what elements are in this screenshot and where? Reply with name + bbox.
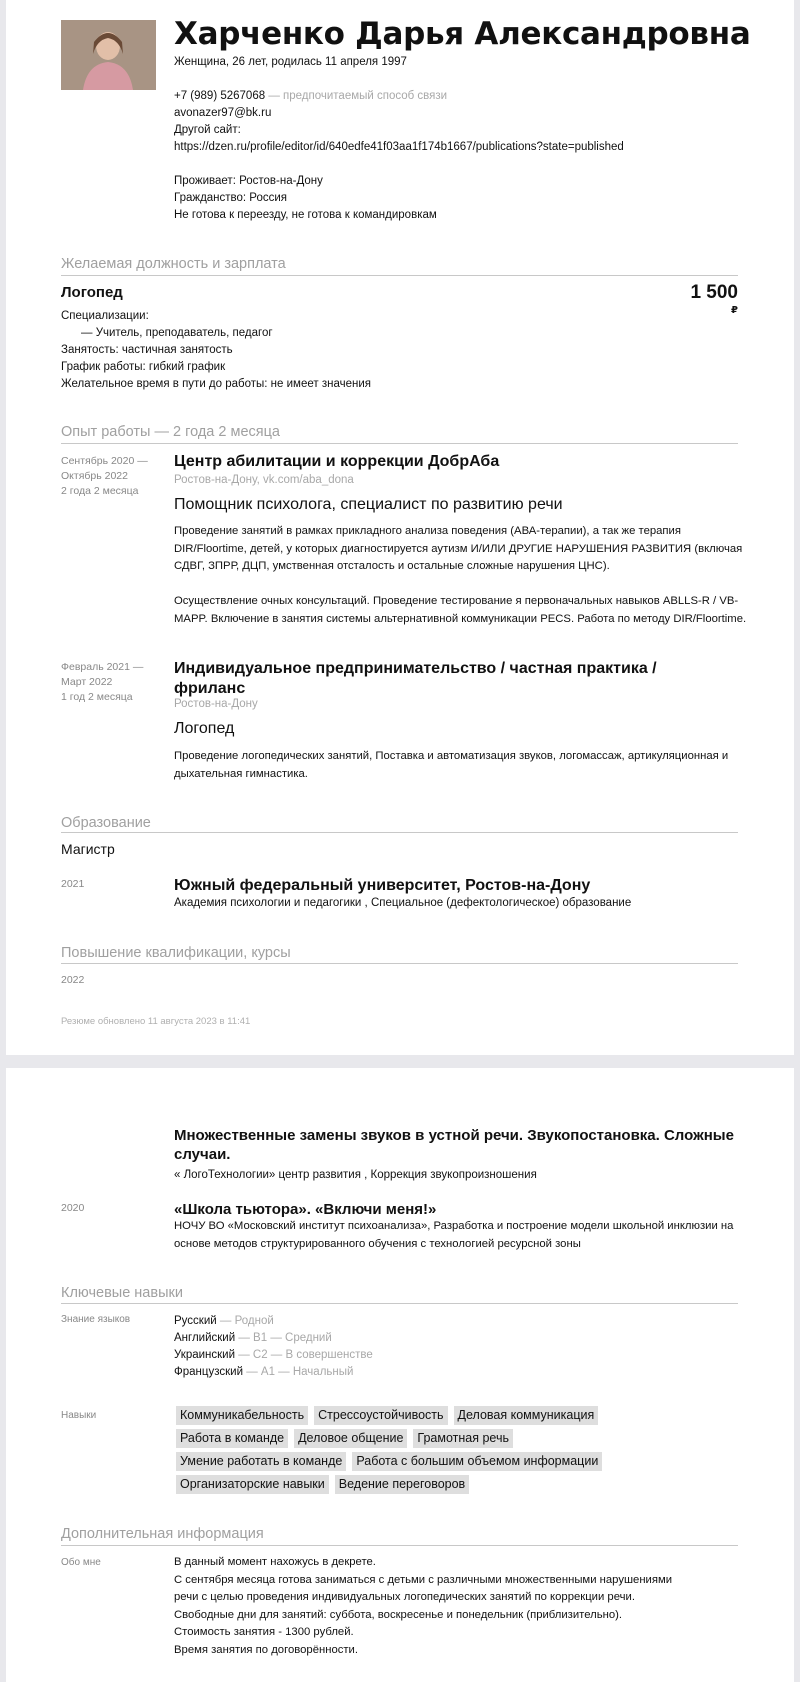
spec-label: Специализации: xyxy=(61,310,149,322)
language-item xyxy=(174,1330,373,1347)
job-position: Логопед xyxy=(174,720,235,737)
relocation: Не готова к переезду, не готова к командировкам xyxy=(174,209,437,221)
language-item xyxy=(174,1364,373,1381)
language-name: Французский xyxy=(174,1366,243,1378)
job-period xyxy=(61,660,143,705)
language-item xyxy=(174,1347,373,1364)
course-org: НОЧУ ВО «Московский институт психоанализа», Разработка и построение модели школьной инклюзии на основе методов структурированного обучения с технологией ресурсной зоны xyxy=(174,1220,734,1250)
other-site-link[interactable]: https://dzen.ru/profile/editor/id/640edfe41f03aa1f174b1667/publications?state=published xyxy=(174,141,624,153)
divider xyxy=(61,832,738,833)
about-line: В данный момент нахожусь в декрете. xyxy=(174,1556,376,1568)
languages-list xyxy=(174,1313,373,1381)
skill-tag: Деловая коммуникация xyxy=(454,1406,599,1425)
candidate-subtitle: Женщина, 26 лет, родилась 11 апреля 1997 xyxy=(174,56,407,68)
salary: 1 500 xyxy=(690,282,738,303)
job-period xyxy=(61,454,148,499)
skill-tag: Умение работать в команде xyxy=(176,1452,346,1471)
skills-label: Навыки xyxy=(61,1410,97,1421)
job-description: Проведение занятий в рамках прикладного анализа поведения (АВА-терапии), а так же терапия DIR/Floortime, детей, у которых диагностируется аутизм И/ИЛИ ДРУГИЕ НАРУШЕНИЯ РАЗВИТИЯ (включая СДВГ, ЗПРР, ДЦП, умственная отсталость и остальные сложные нарушения ЦНС). xyxy=(174,525,743,572)
job-description: Осуществление очных консультаций. Проведение тестирование я первоначальных навыков ABLLS-R / VB-MAPP. Включение в занятия системы альтернативной коммуникации PECS. Работа по методу DIR/Floortime. xyxy=(174,595,747,625)
period-start: Сентябрь 2020 — xyxy=(61,455,148,467)
section-title-position: Желаемая должность и зарплата xyxy=(61,256,286,272)
divider xyxy=(61,275,738,276)
about-line: Свободные дни для занятий: суббота, воскресенье и понедельник (приблизительно). xyxy=(174,1608,623,1621)
course-org: « ЛогоТехнологии» центр развития , Коррекция звукопроизношения xyxy=(174,1169,537,1181)
period-end: Октябрь 2022 xyxy=(61,470,128,482)
section-title-experience: Опыт работы — 2 года 2 месяца xyxy=(61,424,280,440)
phone-note: — предпочитаемый способ связи xyxy=(268,90,448,102)
section-title-courses: Повышение квалификации, курсы xyxy=(61,945,291,961)
skill-tag: Коммуникабельность xyxy=(176,1406,308,1425)
course-title: «Школа тьютора». «Включи меня!» xyxy=(174,1201,437,1218)
language-name: Английский xyxy=(174,1332,236,1344)
skill-tag: Работа в команде xyxy=(176,1429,288,1448)
education-details: Академия психологии и педагогики , Специальное (дефектологическое) образование xyxy=(174,897,632,909)
language-name: Украинский xyxy=(174,1349,236,1361)
about-line: Стоимость занятия - 1300 рублей. xyxy=(174,1626,354,1638)
section-title-education: Образование xyxy=(61,815,151,831)
other-site-label: Другой сайт: xyxy=(174,124,241,136)
phone[interactable]: +7 (989) 5267068 xyxy=(174,90,266,102)
about-line: Время занятия по договорённости. xyxy=(174,1643,359,1656)
skill-tag: Работа с большим объемом информации xyxy=(352,1452,602,1471)
company-name: Центр абилитации и коррекции ДобрАба xyxy=(174,453,500,470)
language-item xyxy=(174,1313,373,1330)
divider xyxy=(61,1545,738,1546)
period-start: Февраль 2021 — xyxy=(61,661,144,673)
course-title: Множественные замены звуков в устной речи. Звукопостановка. Сложные случаи. xyxy=(174,1127,734,1163)
salary-currency: ₽ xyxy=(731,305,738,316)
language-level: — Родной xyxy=(219,1315,274,1327)
section-title-skills: Ключевые навыки xyxy=(61,1285,183,1301)
about-line: С сентября месяца готова заниматься с детьми с различными множественными нарушениями речи с целью проведения индивидуальных логопедических занятий по коррекции речи. xyxy=(174,1573,673,1603)
employment: Занятость: частичная занятость xyxy=(61,344,233,356)
language-level: — C2 — В совершенстве xyxy=(238,1349,373,1361)
job-position: Помощник психолога, специалист по развитию речи xyxy=(174,496,563,513)
spec-item: — Учитель, преподаватель, педагог xyxy=(81,327,273,339)
skills-tags xyxy=(176,1406,696,1498)
citizenship: Гражданство: Россия xyxy=(174,192,288,204)
institution: Южный федеральный университет, Ростов-на-Дону xyxy=(174,877,591,894)
desired-position: Логопед xyxy=(61,284,123,301)
schedule: График работы: гибкий график xyxy=(61,361,226,373)
skill-tag: Организаторские навыки xyxy=(176,1475,329,1494)
divider xyxy=(61,963,738,964)
resume-page-2 xyxy=(6,1068,794,1682)
language-name: Русский xyxy=(174,1315,217,1327)
period-duration: 1 год 2 месяца xyxy=(61,691,133,703)
section-title-additional: Дополнительная информация xyxy=(61,1526,264,1542)
company-location[interactable]: Ростов-на-Дону, vk.com/aba_dona xyxy=(174,474,354,486)
commute: Желательное время в пути до работы: не имеет значения xyxy=(61,378,371,390)
divider xyxy=(61,1303,738,1304)
period-end: Март 2022 xyxy=(61,676,113,688)
about-text xyxy=(174,1554,694,1659)
candidate-name: Харченко Дарья Александровна xyxy=(174,16,751,52)
job-description: Проведение логопедических занятий, Поставка и автоматизация звуков, логомассаж, артикуляционная и дыхательная гимнастика. xyxy=(174,750,729,780)
about-label: Обо мне xyxy=(61,1557,101,1568)
period-duration: 2 года 2 месяца xyxy=(61,485,139,497)
skill-tag: Ведение переговоров xyxy=(335,1475,469,1494)
languages-label: Знание языков xyxy=(61,1314,131,1325)
contact-phone-row xyxy=(174,88,447,105)
skill-tag: Стрессоустойчивость xyxy=(314,1406,447,1425)
education-year: 2021 xyxy=(61,878,85,890)
language-level: — B1 — Средний xyxy=(238,1332,332,1344)
updated-note: Резюме обновлено 11 августа 2023 в 11:41 xyxy=(61,1016,251,1027)
profile-photo xyxy=(61,20,156,90)
course-year: 2022 xyxy=(61,974,85,986)
language-level: — A1 — Начальный xyxy=(246,1366,354,1378)
education-level: Магистр xyxy=(61,841,115,857)
resume-page-1 xyxy=(6,0,794,1055)
skill-tag: Грамотная речь xyxy=(413,1429,513,1448)
divider xyxy=(61,443,738,444)
skill-tag: Деловое общение xyxy=(294,1429,407,1448)
email[interactable]: avonazer97@bk.ru xyxy=(174,107,272,119)
company-name: Индивидуальное предпринимательство / частная практика / фриланс xyxy=(174,660,657,697)
residence: Проживает: Ростов-на-Дону xyxy=(174,175,323,187)
company-location: Ростов-на-Дону xyxy=(174,698,258,710)
course-year: 2020 xyxy=(61,1202,85,1214)
